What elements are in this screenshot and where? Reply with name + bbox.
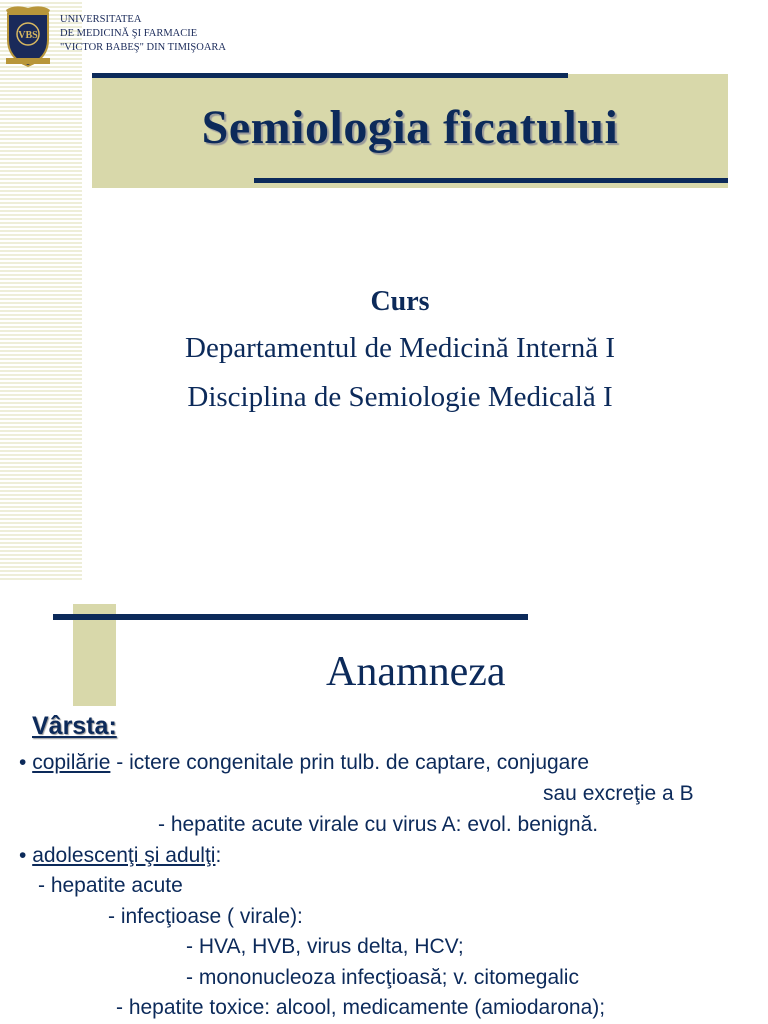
line-childhood-cont: sau excreţie a B: [543, 782, 694, 805]
line-childhood-rest: - ictere congenitale prin tulb. de captare, conjugare: [110, 751, 590, 774]
university-crest-icon: [2, 4, 54, 68]
university-line-2: DE MEDICINĂ ŞI FARMACIE: [60, 28, 198, 39]
university-line-1: UNIVERSITATEA: [60, 14, 142, 25]
age-label: Vârsta:: [32, 712, 117, 740]
line-adults-rest: :: [215, 844, 222, 867]
line-childhood: [19, 751, 589, 775]
line-viruses: - HVA, HVB, virus delta, HCV;: [186, 935, 464, 958]
university-line-3: "VICTOR BABEŞ" DIN TIMIŞOARA: [60, 42, 226, 53]
university-name: [60, 13, 226, 55]
course-label: Curs: [370, 286, 430, 317]
term-adults: adolescenţi şi adulţi: [32, 844, 216, 867]
line-mononucleosis: - mononucleoza infecţioasă; v. citomegalic: [186, 966, 579, 989]
bullet: •: [19, 751, 33, 774]
department-name: Departamentul de Medicină Internă I: [185, 332, 615, 364]
line-adults: [19, 844, 221, 868]
title-rule-bottom: [254, 178, 728, 183]
heading-rule: [53, 614, 528, 620]
bullet: •: [19, 844, 33, 867]
crest-letters: VBS: [18, 30, 38, 41]
section-heading: Anamneza: [326, 649, 506, 695]
line-infectious: - infecţioase ( virale):: [108, 905, 303, 928]
line-hepatitis-a: - hepatite acute virale cu virus A: evol. benignă.: [158, 813, 599, 836]
term-childhood: copilărie: [32, 751, 111, 774]
line-acute-hepatitis: - hepatite acute: [38, 874, 183, 897]
line-toxic-hepatitis: - hepatite toxice: alcool, medicamente (amiodarona);: [116, 996, 606, 1019]
title-rule-top: [92, 73, 568, 78]
slide-title: Semiologia ficatului: [201, 101, 619, 154]
discipline-name: Disciplina de Semiologie Medicală I: [187, 381, 613, 413]
